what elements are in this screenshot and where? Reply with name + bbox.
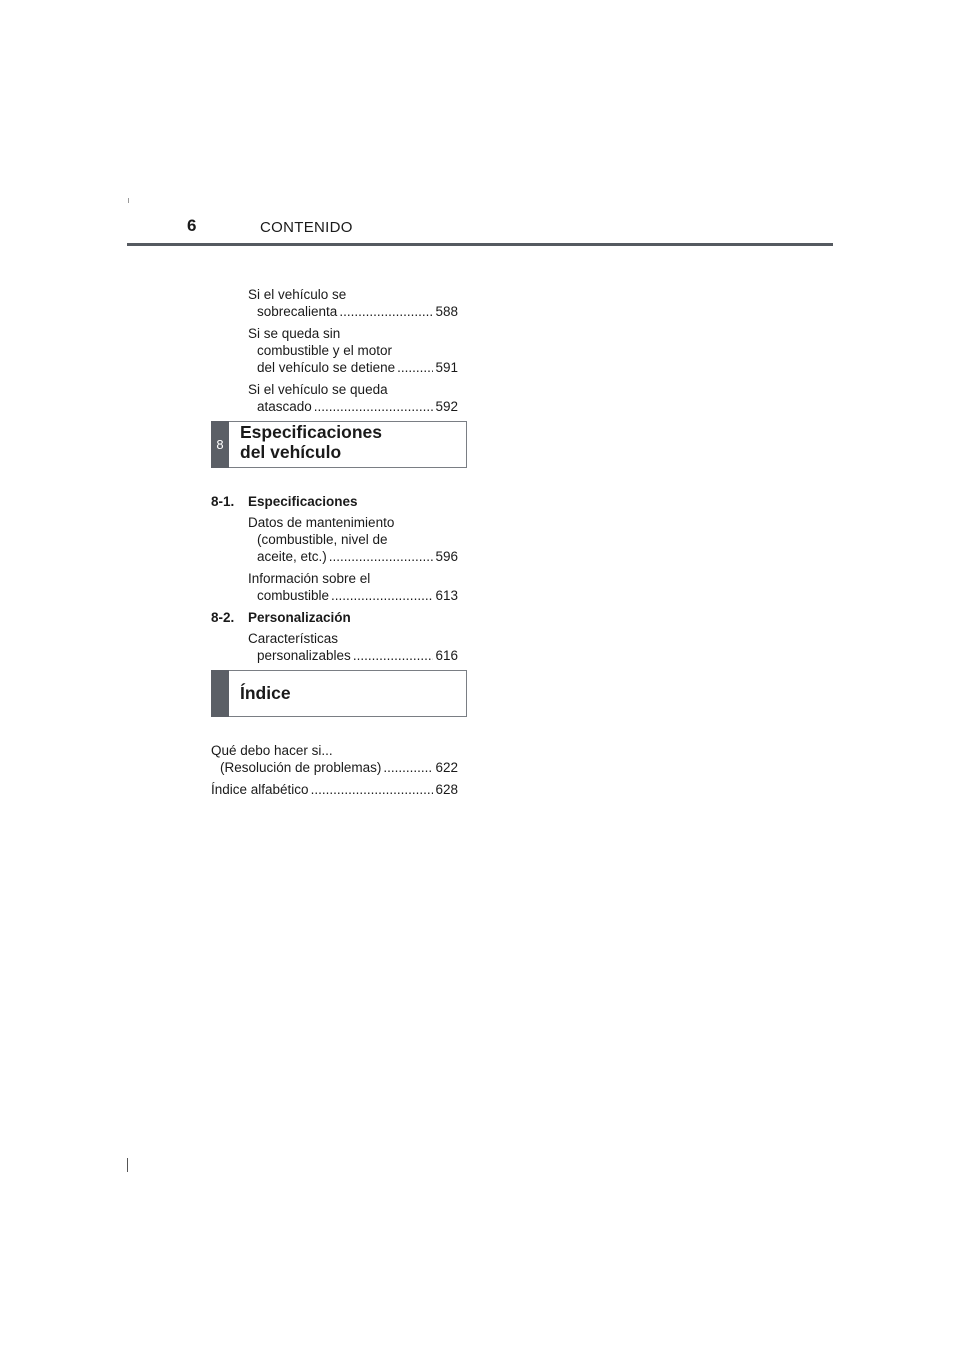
page-ref: 592 <box>435 399 458 414</box>
toc-entry-customizable-features[interactable] <box>211 630 467 664</box>
section-title: Índice <box>240 683 291 703</box>
dot-leader <box>329 548 434 565</box>
section-tab <box>211 670 229 717</box>
page-ref: 628 <box>435 782 458 797</box>
page-ref: 622 <box>435 760 458 775</box>
toc-entry-stuck[interactable] <box>211 381 467 415</box>
toc-entry-line: (Resolución de problemas) <box>220 760 382 775</box>
section-header-index <box>211 670 467 717</box>
section-title-line: del vehículo <box>240 442 342 462</box>
toc-entry-maintenance-data[interactable] <box>211 514 467 565</box>
dot-leader <box>353 647 434 664</box>
page-ref: 616 <box>435 648 458 663</box>
chapter-heading-8-2[interactable] <box>211 609 467 626</box>
chapter-title: Especificaciones <box>248 494 358 509</box>
toc-entry-line: aceite, etc.) <box>257 549 327 564</box>
toc-entry-alphabetical-index[interactable] <box>211 781 467 798</box>
page-ref: 613 <box>435 588 458 603</box>
dot-leader <box>397 359 433 376</box>
crop-mark <box>127 1158 128 1172</box>
toc-entry-line: Datos de mantenimiento <box>248 515 395 530</box>
page-ref: 588 <box>435 304 458 319</box>
toc-entry-overheat[interactable] <box>211 286 467 320</box>
toc-entry-line: Índice alfabético <box>211 782 309 797</box>
dot-leader <box>383 759 433 776</box>
toc-entry-line: sobrecalienta <box>257 304 338 319</box>
toc-entry-line: del vehículo se detiene <box>257 360 396 375</box>
running-title: CONTENIDO <box>260 219 353 236</box>
chapter-title: Personalización <box>248 610 351 625</box>
toc-entry-out-of-fuel[interactable] <box>211 325 467 376</box>
page-number: 6 <box>187 216 197 235</box>
section-title <box>240 422 382 462</box>
toc-entry-line: (combustible, nivel de <box>257 532 388 547</box>
crop-mark <box>128 198 129 203</box>
toc-entry-line: atascado <box>257 399 312 414</box>
section-tab: 8 <box>211 421 229 468</box>
toc-entry-line: Qué debo hacer si... <box>211 743 333 758</box>
toc-entry-line: Si se queda sin <box>248 326 341 341</box>
toc-entry-line: Si el vehículo se queda <box>248 382 388 397</box>
chapter-heading-8-1[interactable] <box>211 493 467 510</box>
toc-entry-line: combustible y el motor <box>257 343 393 358</box>
toc-entry-fuel-info[interactable] <box>211 570 467 604</box>
header-rule <box>127 243 833 246</box>
toc-entry-line: combustible <box>257 588 330 603</box>
dot-leader <box>331 587 433 604</box>
dot-leader <box>339 303 433 320</box>
toc-entry-line: Información sobre el <box>248 571 371 586</box>
section-header-8 <box>211 421 467 468</box>
dot-leader <box>311 781 434 798</box>
toc-entry-troubleshooting[interactable] <box>211 742 467 776</box>
page-ref: 591 <box>435 360 458 375</box>
toc-entry-line: Si el vehículo se <box>248 287 347 302</box>
chapter-number: 8-1. <box>211 494 235 509</box>
dot-leader <box>314 398 434 415</box>
chapter-number: 8-2. <box>211 610 235 625</box>
toc-entry-line: Características <box>248 631 339 646</box>
page-ref: 596 <box>435 549 458 564</box>
toc-entry-line: personalizables <box>257 648 351 663</box>
section-title-line: Especificaciones <box>240 422 383 442</box>
table-of-contents <box>211 286 467 803</box>
